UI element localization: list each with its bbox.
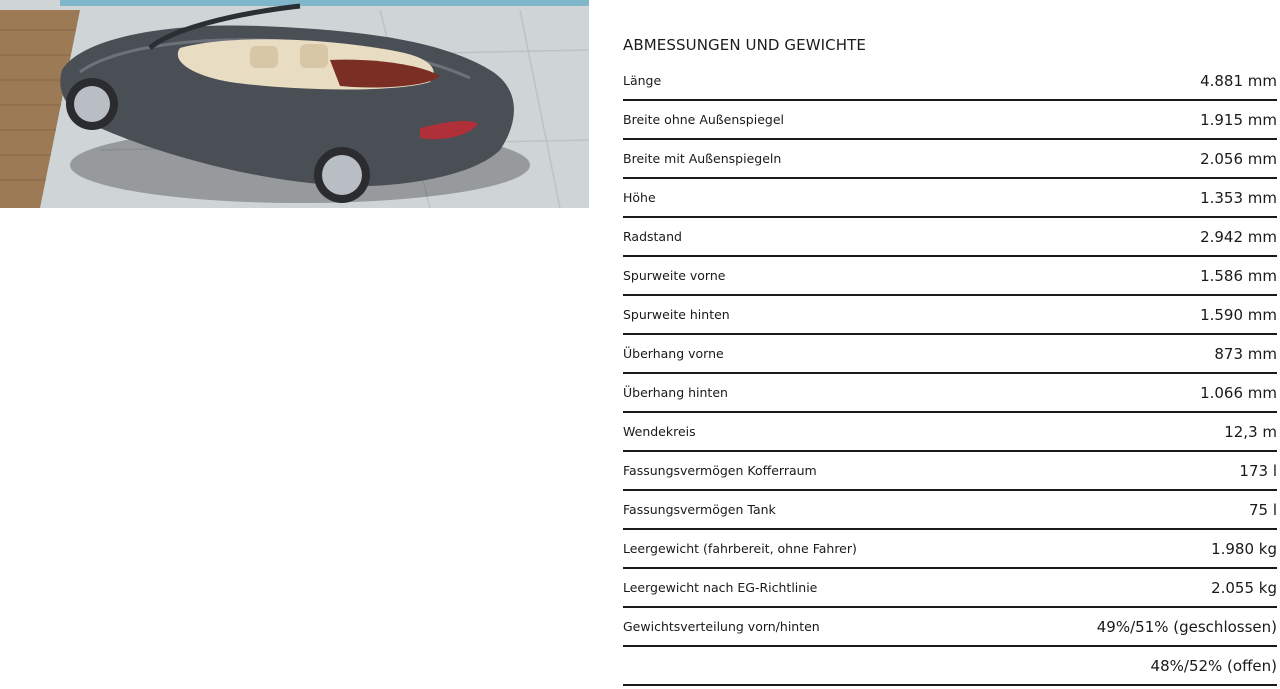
spec-value: 4.881 mm	[1200, 71, 1277, 90]
spec-value: 873 mm	[1214, 344, 1277, 363]
spec-row-laenge	[623, 62, 1277, 101]
spec-label: Leergewicht nach EG-Richtlinie	[623, 580, 818, 595]
spec-row-leergewicht-fahrbereit	[623, 530, 1277, 569]
spec-value: 2.055 kg	[1211, 578, 1277, 597]
spec-row-wendekreis	[623, 413, 1277, 452]
spec-row-hoehe	[623, 179, 1277, 218]
spec-value: 1.066 mm	[1200, 383, 1277, 402]
spec-row-gewichtsverteilung-offen	[623, 647, 1277, 686]
spec-label: Breite mit Außenspiegeln	[623, 151, 782, 166]
spec-table	[623, 62, 1277, 686]
spec-label: Leergewicht (fahrbereit, ohne Fahrer)	[623, 541, 857, 556]
spec-row-spurweite-vorne	[623, 257, 1277, 296]
spec-row-kofferraum	[623, 452, 1277, 491]
spec-value: 75 l	[1248, 500, 1277, 519]
spec-value: 1.353 mm	[1200, 188, 1277, 207]
spec-row-ueberhang-hinten	[623, 374, 1277, 413]
spec-row-tank	[623, 491, 1277, 530]
spec-label: Höhe	[623, 190, 656, 205]
spec-row-breite-ohne-spiegel	[623, 101, 1277, 140]
spec-label: Fassungsvermögen Tank	[623, 502, 776, 517]
spec-label: Gewichtsverteilung vorn/hinten	[623, 619, 820, 634]
spec-value: 1.590 mm	[1200, 305, 1277, 324]
spec-row-leergewicht-eg	[623, 569, 1277, 608]
spec-value: 49%/51% (geschlossen)	[1096, 617, 1277, 636]
spec-row-gewichtsverteilung	[623, 608, 1277, 647]
dimensions-weights-section	[623, 28, 1277, 686]
spec-value: 1.915 mm	[1200, 110, 1277, 129]
spec-row-spurweite-hinten	[623, 296, 1277, 335]
spec-row-ueberhang-vorne	[623, 335, 1277, 374]
spec-value: 48%/52% (offen)	[1150, 656, 1277, 675]
spec-label: Radstand	[623, 229, 682, 244]
spec-row-breite-mit-spiegeln	[623, 140, 1277, 179]
spec-label: Breite ohne Außenspiegel	[623, 112, 784, 127]
spec-value: 2.056 mm	[1200, 149, 1277, 168]
spec-label: Überhang hinten	[623, 385, 728, 400]
spec-label: Fassungsvermögen Kofferraum	[623, 463, 817, 478]
car-photo	[0, 0, 589, 208]
spec-label: Überhang vorne	[623, 346, 724, 361]
spec-value: 1.586 mm	[1200, 266, 1277, 285]
spec-label: Spurweite vorne	[623, 268, 726, 283]
section-title: ABMESSUNGEN UND GEWICHTE	[623, 36, 866, 54]
spec-row-radstand	[623, 218, 1277, 257]
spec-value: 173 l	[1239, 461, 1277, 480]
spec-label: Länge	[623, 73, 662, 88]
spec-value: 2.942 mm	[1200, 227, 1277, 246]
spec-value: 12,3 m	[1224, 422, 1277, 441]
car-illustration	[0, 0, 589, 208]
spec-value: 1.980 kg	[1211, 539, 1277, 558]
spec-label: Spurweite hinten	[623, 307, 730, 322]
spec-label: Wendekreis	[623, 424, 696, 439]
